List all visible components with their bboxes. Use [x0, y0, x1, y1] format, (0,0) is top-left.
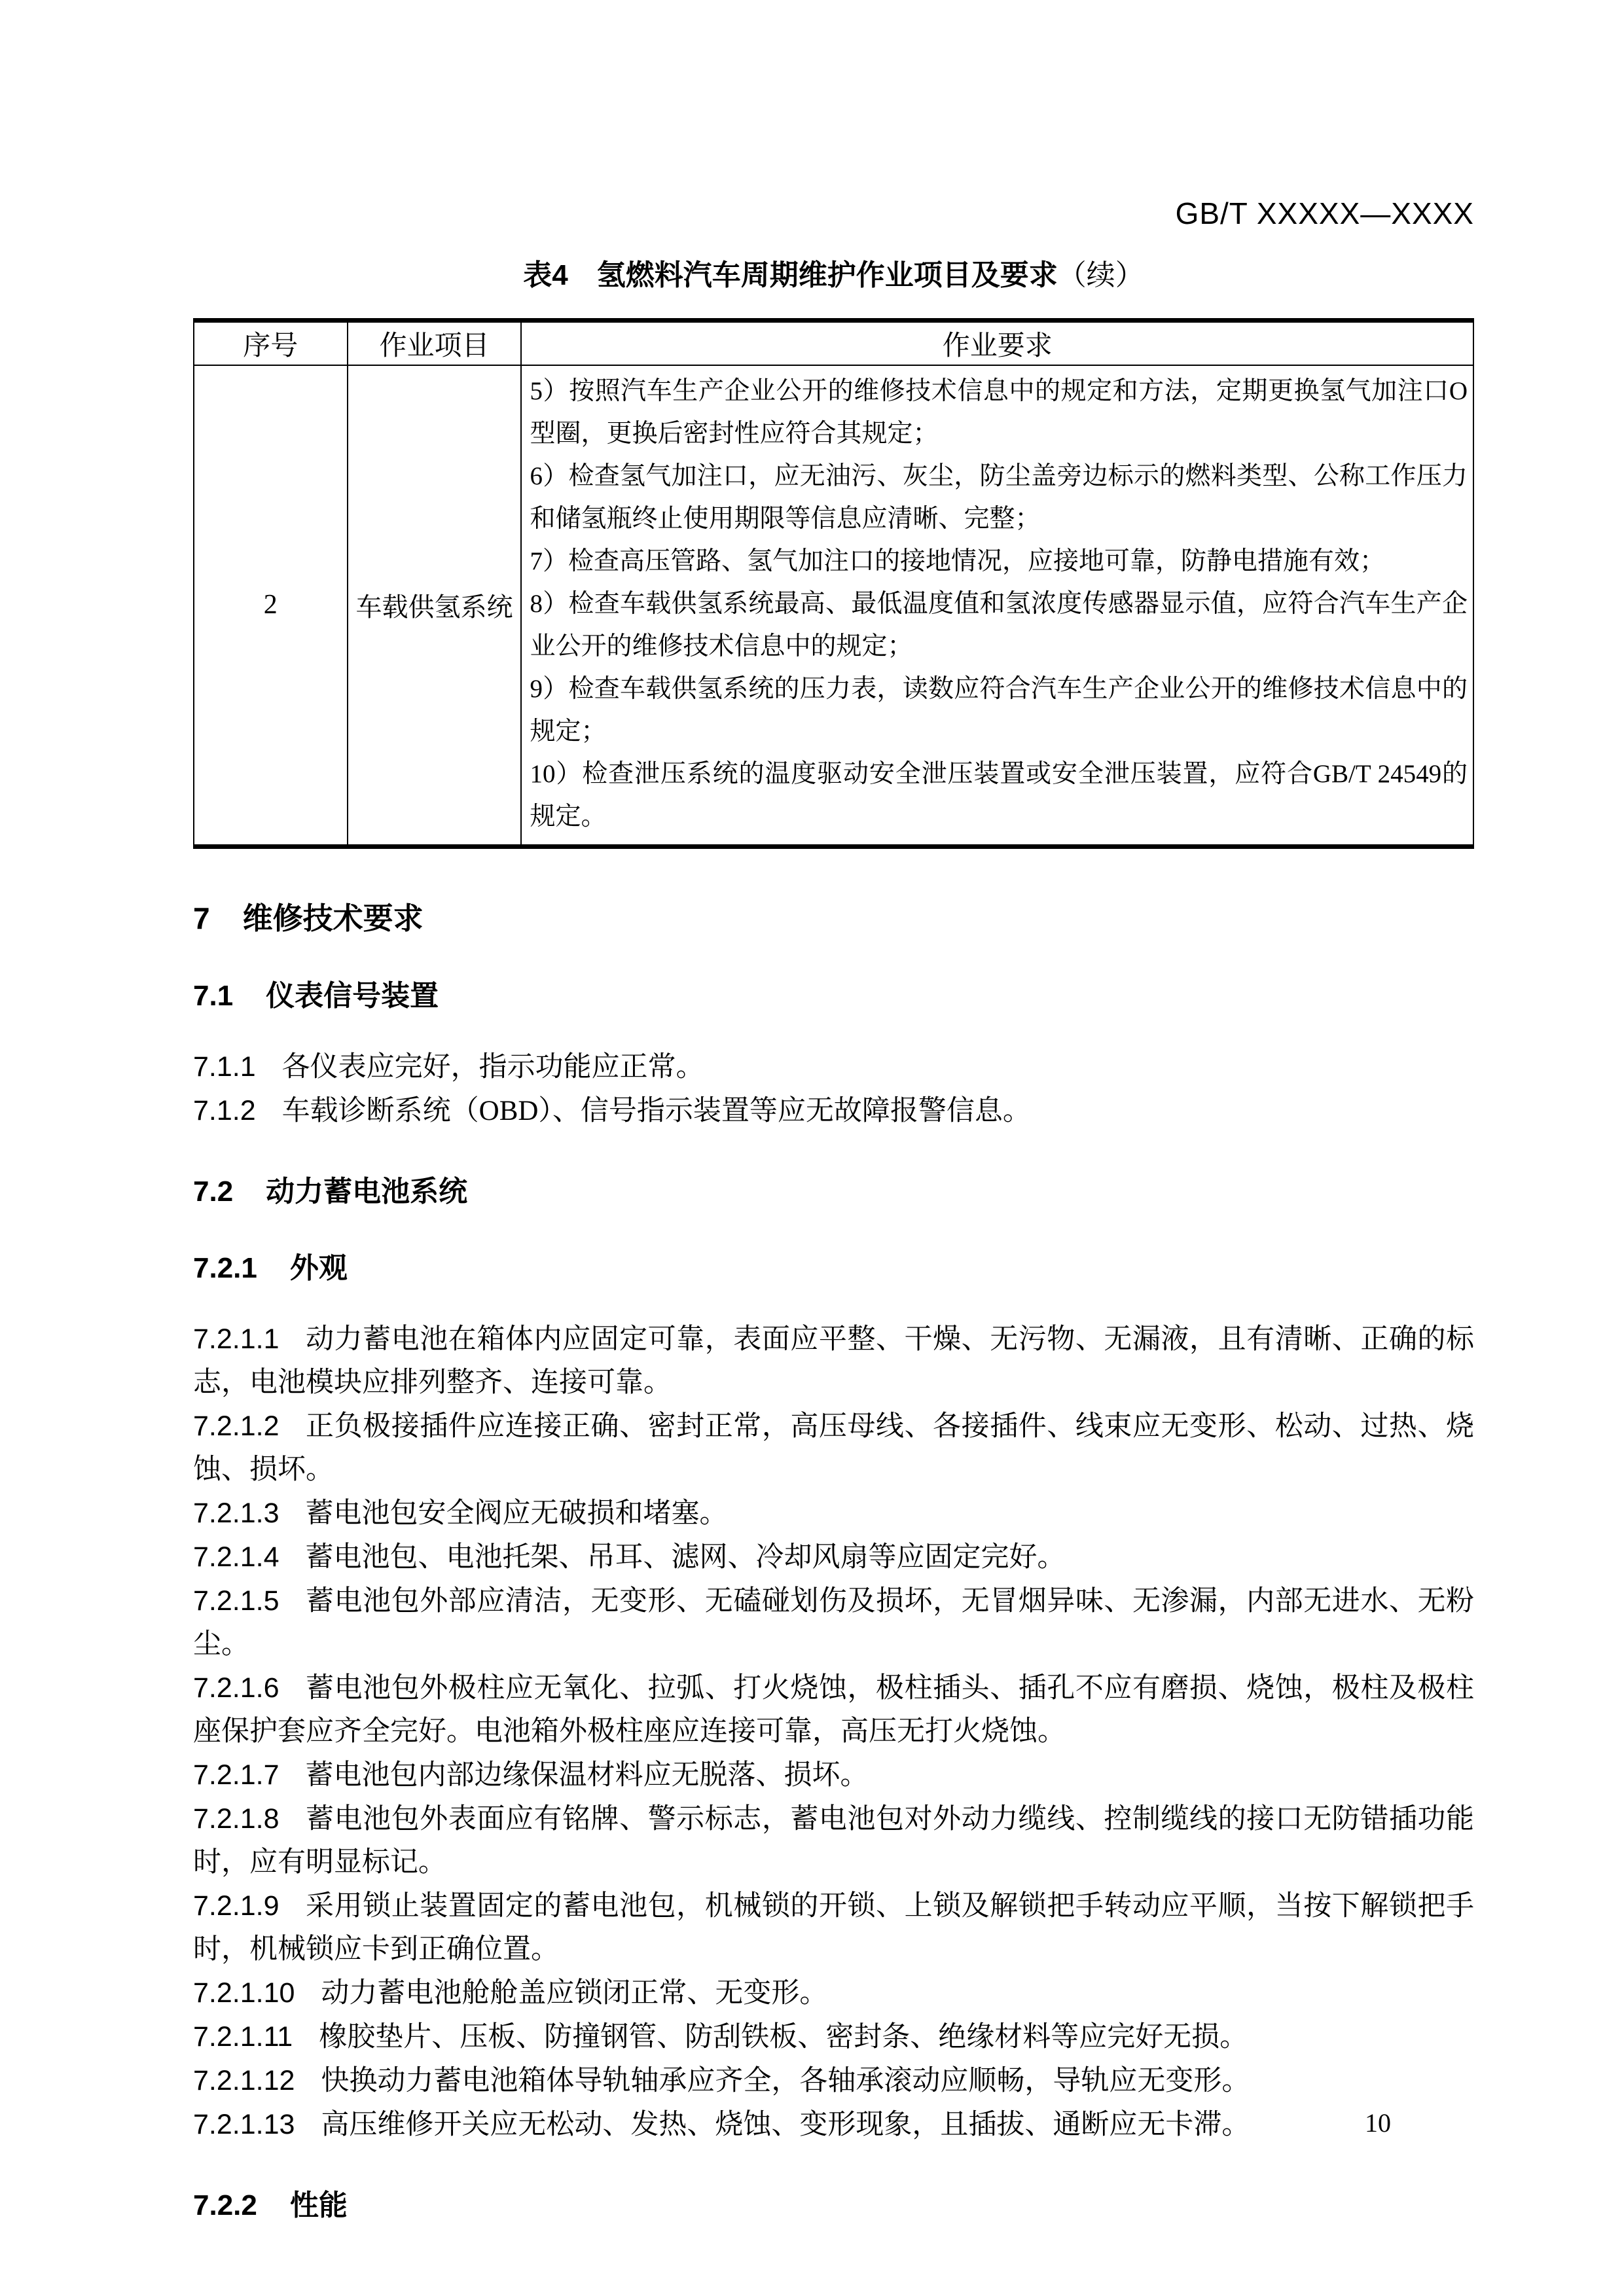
clause-number: 7.2.1.7 — [193, 1759, 280, 1791]
clause-text: 橡胶垫片、压板、防撞钢管、防刮铁板、密封条、绝缘材料等应完好无损。 — [319, 2022, 1248, 2053]
section-7.2.1.8 — [193, 1797, 1474, 1884]
clause-text: 动力蓄电池系统 — [266, 1175, 468, 1208]
page-content — [193, 0, 1474, 2255]
row-work-item: 车载供氢系统 — [348, 365, 522, 847]
section-7.2.1.5 — [193, 1579, 1474, 1666]
clause-text: 蓄电池包安全阀应无破损和堵塞。 — [305, 1498, 728, 1530]
row-requirements — [521, 365, 1473, 847]
table-row — [194, 365, 1473, 847]
clause-text: 蓄电池包外表面应有铭牌、警示标志，蓄电池包对外动力缆线、控制缆线的接口无防错插功能时，应有明显标记。 — [193, 1804, 1474, 1878]
clause-number: 7.2.1.4 — [193, 1541, 280, 1573]
table-header-row — [194, 320, 1473, 365]
clause-number: 7 — [193, 901, 210, 935]
section-7.2.1.13 — [193, 2103, 1474, 2147]
page-number: 10 — [1365, 2108, 1391, 2138]
clause-text: 仪表信号装置 — [266, 980, 439, 1013]
clause-number: 7.2.1.2 — [193, 1410, 280, 1443]
column-header-seq: 序号 — [194, 320, 348, 365]
section-7.2.1 — [193, 1250, 1474, 1286]
section-7.2.1.4 — [193, 1535, 1474, 1579]
clause-text: 蓄电池包内部边缘保温材料应无脱落、损坏。 — [305, 1760, 869, 1791]
section-7.1.1 — [193, 1045, 1474, 1089]
requirement-item: 7）检查高压管路、氢气加注口的接地情况，应接地可靠，防静电措施有效； — [530, 547, 1385, 575]
clause-text: 采用锁止装置固定的蓄电池包，机械锁的开锁、上锁及解锁把手转动应平顺，当按下解锁把手时，机械锁应卡到正确位置。 — [193, 1891, 1474, 1965]
clause-text: 快换动力蓄电池箱体导轨轴承应齐全，各轴承滚动应顺畅，导轨应无变形。 — [321, 2066, 1250, 2097]
row-seq-number: 2 — [194, 365, 348, 847]
section-7.1 — [193, 978, 1474, 1014]
section-7.2.1.2 — [193, 1405, 1474, 1492]
section-7.2.1.9 — [193, 1884, 1474, 1971]
section-7.2.1.6 — [193, 1666, 1474, 1753]
section-7.2.2 — [193, 2187, 1474, 2223]
table-title — [193, 259, 1474, 293]
clause-text: 动力蓄电池舱舱盖应锁闭正常、无变形。 — [321, 1978, 828, 2009]
section-7.2.1.3 — [193, 1492, 1474, 1535]
clause-number: 7.2.2 — [193, 2189, 257, 2222]
section-7.2.1.7 — [193, 1753, 1474, 1797]
requirement-item: 8）检查车载供氢系统最高、最低温度值和氢浓度传感器显示值，应符合汽车生产企业公开的维修技术信息中的规定； — [530, 589, 1468, 660]
clause-text: 性能 — [289, 2189, 348, 2222]
clause-text: 外观 — [289, 1252, 348, 1285]
requirement-item: 6）检查氢气加注口，应无油污、灰尘，防尘盖旁边标示的燃料类型、公称工作压力和储氢瓶终止使用期限等信息应清晰、完整； — [530, 461, 1468, 533]
clause-text: 高压维修开关应无松动、发热、烧蚀、变形现象，且插拔、通断应无卡滞。 — [321, 2109, 1250, 2141]
standard-number-header: GB/T XXXXX—XXXX — [1175, 196, 1474, 230]
clause-number: 7.1 — [193, 980, 234, 1013]
clause-text: 蓄电池包、电池托架、吊耳、滤网、冷却风扇等应固定完好。 — [305, 1542, 1066, 1573]
clause-number: 7.1.2 — [193, 1095, 256, 1127]
clause-number: 7.2.1.12 — [193, 2065, 295, 2097]
clause-number: 7.2.1 — [193, 1252, 257, 1285]
clauses-container — [193, 900, 1474, 2224]
clause-text: 蓄电池包外部应清洁，无变形、无磕碰划伤及损坏，无冒烟异味、无渗漏，内部无进水、无粉尘。 — [193, 1586, 1474, 1660]
clause-number: 7.2.1.6 — [193, 1672, 280, 1704]
section-7.2.1.1 — [193, 1318, 1474, 1405]
clause-number: 7.2.1.11 — [193, 2021, 293, 2053]
column-header-item: 作业项目 — [348, 320, 522, 365]
clause-number: 7.2.1.1 — [193, 1323, 280, 1355]
section-7.1.2 — [193, 1089, 1474, 1133]
clause-number: 7.2.1.3 — [193, 1498, 280, 1530]
clause-text: 各仪表应完好，指示功能应正常。 — [281, 1052, 704, 1083]
clause-number: 7.2.1.8 — [193, 1803, 280, 1835]
maintenance-table — [193, 318, 1474, 849]
column-header-requirements: 作业要求 — [521, 320, 1473, 365]
section-7 — [193, 900, 1474, 938]
clause-number: 7.1.1 — [193, 1051, 256, 1083]
clause-text: 动力蓄电池在箱体内应固定可靠，表面应平整、干燥、无污物、无漏液，且有清晰、正确的标志，电池模块应排列整齐、连接可靠。 — [193, 1324, 1474, 1399]
clause-number: 7.2.1.10 — [193, 1977, 295, 2009]
section-7.2.1.11 — [193, 2015, 1474, 2059]
section-7.2.1.12 — [193, 2059, 1474, 2103]
clause-number: 7.2.1.9 — [193, 1890, 280, 1922]
clause-text: 正负极接插件应连接正确、密封正常，高压母线、各接插件、线束应无变形、松动、过热、烧蚀、损坏。 — [193, 1411, 1474, 1486]
requirement-item: 9）检查车载供氢系统的压力表，读数应符合汽车生产企业公开的维修技术信息中的规定； — [530, 674, 1468, 745]
table-title-text: 表4 氢燃料汽车周期维护作业项目及要求 — [523, 259, 1058, 291]
clause-text: 车载诊断系统（OBD）、信号指示装置等应无故障报警信息。 — [281, 1096, 1031, 1127]
requirement-item: 5）按照汽车生产企业公开的维修技术信息中的规定和方法，定期更换氢气加注口O型圈，更换后密封性应符合其规定； — [530, 376, 1468, 448]
clause-number: 7.2.1.5 — [193, 1585, 280, 1617]
requirement-item: 10）检查泄压系统的温度驱动安全泄压装置或安全泄压装置，应符合GB/T 24549的规定。 — [530, 759, 1468, 831]
clause-text: 蓄电池包外极柱应无氧化、拉弧、打火烧蚀，极柱插头、插孔不应有磨损、烧蚀，极柱及极柱座保护套应齐全完好。电池箱外极柱座应连接可靠，高压无打火烧蚀。 — [193, 1673, 1474, 1748]
table-title-continued: （续） — [1057, 259, 1144, 291]
section-7.2 — [193, 1174, 1474, 1210]
clause-number: 7.2.1.13 — [193, 2109, 295, 2141]
clause-number: 7.2 — [193, 1175, 234, 1208]
clause-text: 维修技术要求 — [242, 901, 424, 935]
section-7.2.1.10 — [193, 1971, 1474, 2015]
